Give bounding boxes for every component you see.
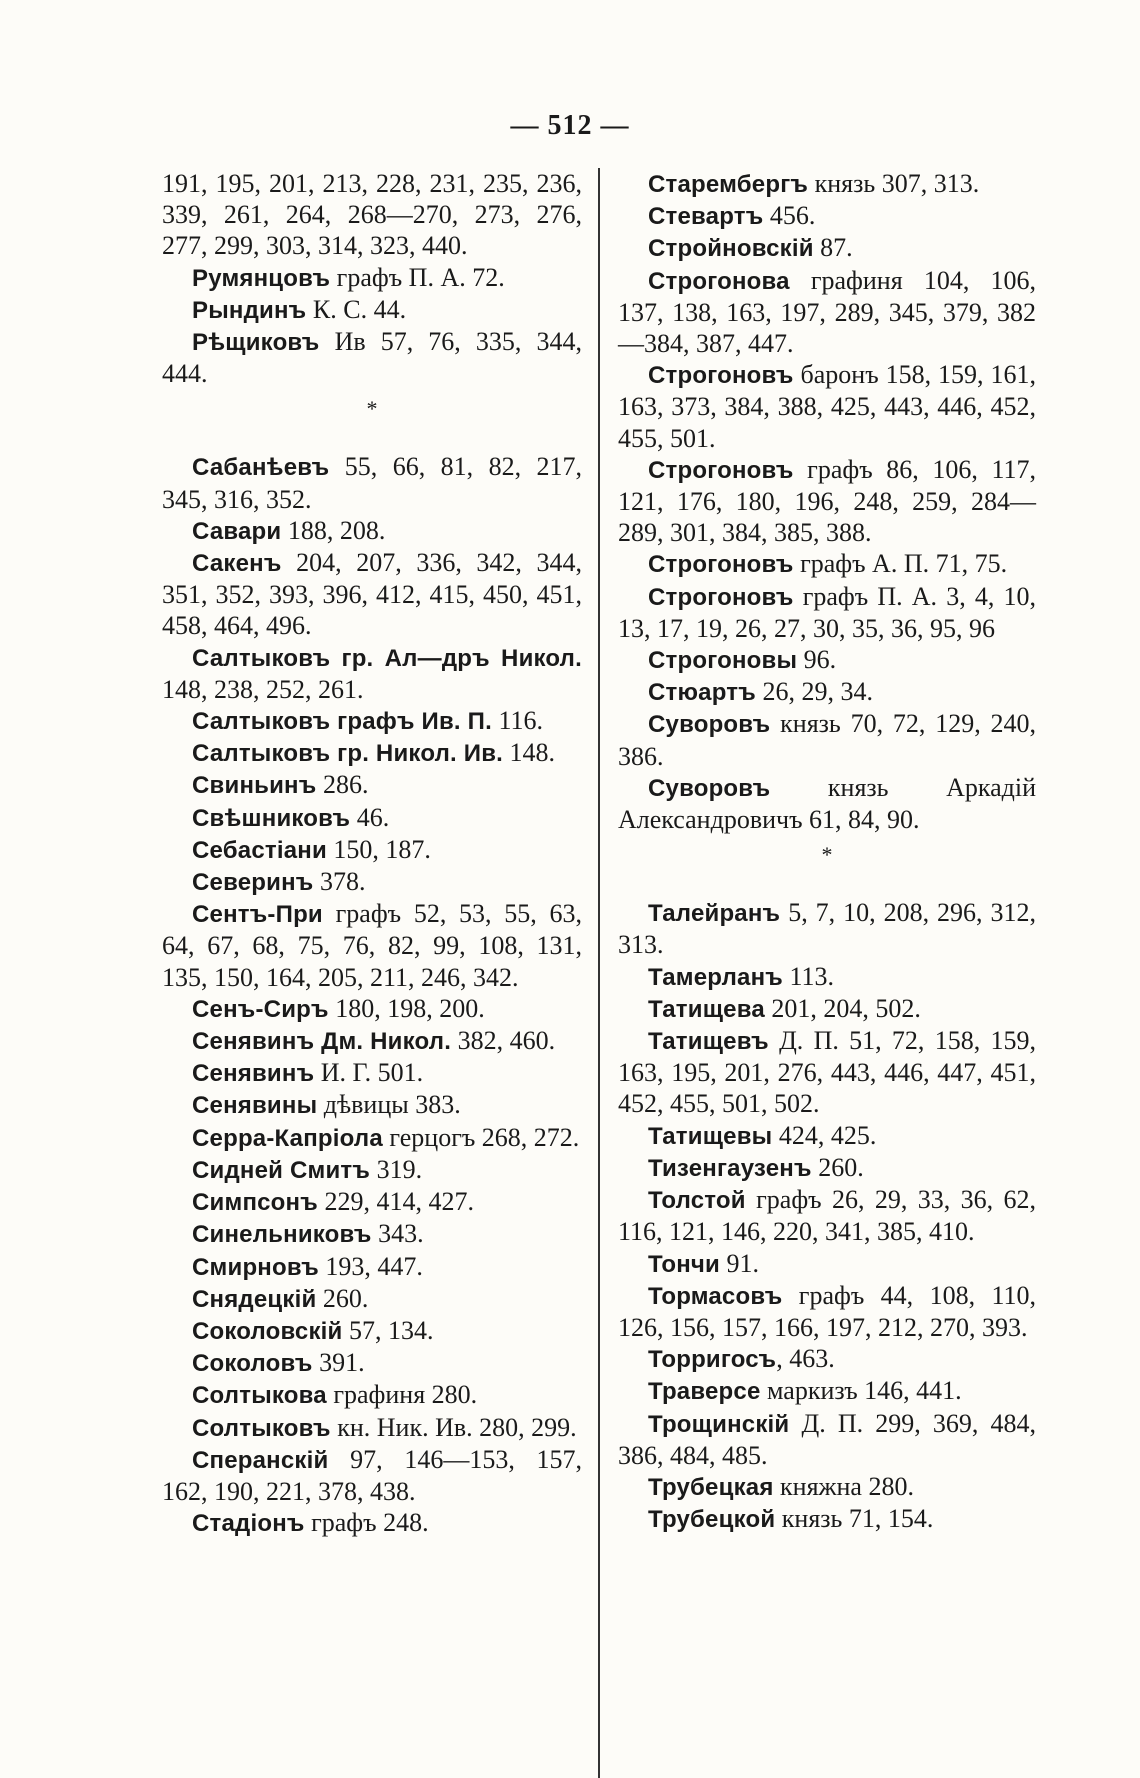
index-entry bbox=[618, 581, 1036, 644]
entry-name: Сперанскій bbox=[192, 1446, 329, 1474]
entry-references: 201, 204, 502. bbox=[764, 993, 921, 1023]
index-entry bbox=[618, 1184, 1036, 1247]
entry-references: 97, 146—153, 157, 162, 190, 221, 378, 438. bbox=[162, 1444, 582, 1506]
entry-name: Серра-Капріола bbox=[192, 1124, 383, 1152]
entry-references: графиня 104, 106, 137, 138, 163, 197, 289, 345, 379, 382—384, 387, 447. bbox=[618, 265, 1036, 359]
column-divider bbox=[598, 168, 600, 1778]
entry-references: Ив 57, 76, 335, 344, 444. bbox=[162, 327, 582, 389]
entry-name: Тизенгаузенъ bbox=[648, 1154, 812, 1182]
entry-name: Татищева bbox=[648, 995, 765, 1023]
entry-references: Д. П. 51, 72, 158, 159, 163, 195, 201, 276, 443, 446, 447, 451, 452, 455, 501, 502. bbox=[618, 1026, 1036, 1119]
entry-references: 229, 414, 427. bbox=[317, 1187, 474, 1217]
entry-references: 260. bbox=[316, 1283, 369, 1313]
entry-name: Строгоновъ bbox=[648, 456, 794, 484]
entry-name: Сенъ-Сиръ bbox=[192, 995, 329, 1023]
entry-references: 46. bbox=[350, 802, 390, 832]
entry-references: 113. bbox=[782, 961, 835, 991]
entry-name: Строгоновъ bbox=[648, 362, 794, 390]
index-entry bbox=[162, 515, 582, 547]
section-separator-star: * bbox=[366, 396, 378, 422]
entry-references: баронъ 158, 159, 161, 163, 373, 384, 388, 425, 443, 446, 452, 455, 501. bbox=[618, 360, 1036, 453]
entry-references: 204, 207, 336, 342, 344, 351, 352, 393, 396, 412, 415, 450, 451, 458, 464, 496. bbox=[162, 548, 582, 641]
entry-references: 180, 198, 200. bbox=[328, 993, 485, 1023]
entry-name: Сентъ-При bbox=[192, 901, 323, 929]
entry-references: 343. bbox=[371, 1219, 424, 1249]
entry-name: Салтыковъ гр. Ал—дръ Никол. bbox=[192, 644, 582, 672]
entry-name: Снядецкій bbox=[192, 1285, 317, 1313]
entry-name: Себастіани bbox=[192, 836, 327, 864]
entry-references: князь 307, 313. bbox=[808, 169, 980, 198]
entry-references: графъ 52, 53, 55, 63, 64, 67, 68, 75, 76, 82, 99, 108, 131, 135, 150, 164, 205, 211, 246, 342. bbox=[162, 899, 582, 992]
page-number: — 512 — bbox=[510, 110, 630, 141]
entry-name: Свиньинъ bbox=[192, 772, 317, 800]
entry-references: , 463. bbox=[776, 1344, 835, 1374]
entry-name: Тамерланъ bbox=[648, 963, 783, 991]
entry-references: 424, 425. bbox=[772, 1120, 877, 1150]
index-entry bbox=[162, 1315, 582, 1347]
entry-references: графъ 44, 108, 110, 126, 156, 157, 166, 197, 212, 270, 393. bbox=[618, 1280, 1036, 1342]
index-entry bbox=[162, 451, 582, 514]
entry-references: 391. bbox=[312, 1348, 365, 1378]
entry-references: 150, 187. bbox=[326, 834, 431, 864]
index-entry bbox=[162, 1507, 582, 1539]
index-entry bbox=[162, 1379, 582, 1411]
entry-name: Савари bbox=[192, 517, 282, 545]
entry-references: графъ 248. bbox=[304, 1508, 429, 1538]
entry-name: Строгоновъ bbox=[648, 551, 794, 579]
entry-name: Татищевы bbox=[648, 1122, 773, 1150]
index-entry bbox=[162, 866, 582, 898]
index-entry bbox=[162, 1283, 582, 1315]
index-entry bbox=[162, 326, 582, 389]
index-entry bbox=[618, 1248, 1036, 1280]
entry-name: Северинъ bbox=[192, 869, 314, 897]
right-entries-b bbox=[618, 897, 1036, 1535]
entry-references: 57, 134. bbox=[342, 1315, 434, 1345]
entry-name: Смирновъ bbox=[192, 1253, 319, 1281]
entry-name: Солтыковъ bbox=[192, 1414, 331, 1442]
entry-references: князь Аркадій Александровичъ 61, 84, 90. bbox=[618, 772, 1036, 835]
index-entry bbox=[618, 232, 1036, 264]
entry-name: Траверсе bbox=[648, 1378, 761, 1406]
entry-references: графиня 280. bbox=[326, 1380, 478, 1410]
index-entry bbox=[618, 200, 1036, 232]
entry-name: Сенявинъ bbox=[192, 1060, 315, 1088]
entry-references: кн. Ник. Ив. 280, 299. bbox=[330, 1412, 577, 1442]
entry-name: Салтыковъ графъ Ив. П. bbox=[192, 708, 492, 736]
index-entry bbox=[162, 1154, 582, 1186]
left-column bbox=[162, 168, 582, 1539]
index-entry bbox=[618, 897, 1036, 960]
index-entry bbox=[618, 993, 1036, 1025]
entry-name: Трощинскій bbox=[648, 1410, 790, 1438]
index-entry bbox=[618, 708, 1036, 771]
entry-references: И. Г. 501. bbox=[314, 1058, 424, 1088]
index-entry bbox=[162, 547, 582, 642]
entry-name: Толстой bbox=[648, 1187, 746, 1215]
entry-references: 91. bbox=[720, 1248, 759, 1278]
entry-name: Трубецкая bbox=[648, 1473, 774, 1501]
entry-references: графъ П. А. 72. bbox=[330, 262, 505, 292]
index-entry bbox=[618, 961, 1036, 993]
index-entry-continuation: 191, 195, 201, 213, 228, 231, 235, 236, 339, 261, 264, 268—270, 273, 276, 277, 299, 303, 314, 323, 440. bbox=[162, 169, 582, 261]
index-entry bbox=[618, 1343, 1036, 1375]
entry-references: 188, 208. bbox=[281, 515, 386, 545]
entry-name: Талейранъ bbox=[648, 900, 781, 928]
entry-references: графъ 86, 106, 117, 121, 176, 180, 196, 248, 259, 284—289, 301, 384, 385, 388. bbox=[618, 454, 1036, 548]
entry-name: Строгонова bbox=[648, 267, 790, 295]
index-entry bbox=[162, 1444, 582, 1507]
entry-name: Симпсонъ bbox=[192, 1189, 318, 1217]
index-entry bbox=[618, 454, 1036, 549]
entry-references: 55, 66, 81, 82, 217, 345, 316, 352. bbox=[162, 452, 582, 514]
entry-name: Рѣщиковъ bbox=[192, 329, 320, 357]
entry-references: 382, 460. bbox=[451, 1026, 556, 1056]
entry-name: Стевартъ bbox=[648, 203, 764, 231]
entry-references: князь 70, 72, 129, 240, 386. bbox=[618, 709, 1036, 771]
entry-references: княжна 280. bbox=[773, 1471, 914, 1501]
index-entry bbox=[162, 834, 582, 866]
entry-name: Солтыкова bbox=[192, 1382, 327, 1410]
entry-name: Сакенъ bbox=[192, 550, 282, 578]
index-entry bbox=[618, 1152, 1036, 1184]
entry-references: князь 71, 154. bbox=[775, 1504, 934, 1534]
entry-references: графъ 26, 29, 33, 36, 62, 116, 121, 146, 220, 341, 385, 410. bbox=[618, 1185, 1036, 1247]
entry-references: 378. bbox=[313, 867, 366, 897]
index-entry bbox=[618, 1408, 1036, 1471]
index-entry bbox=[618, 1120, 1036, 1152]
entry-name: Соколовскій bbox=[192, 1317, 343, 1345]
entry-name: Тончи bbox=[648, 1250, 720, 1278]
entry-name: Румянцовъ bbox=[192, 264, 331, 292]
index-entry bbox=[618, 644, 1036, 676]
index-entry bbox=[162, 705, 582, 737]
entry-references: 193, 447. bbox=[318, 1251, 423, 1281]
index-entry bbox=[162, 737, 582, 769]
entry-references: графъ А. П. 71, 75. bbox=[793, 549, 1008, 579]
entry-name: Синельниковъ bbox=[192, 1221, 372, 1249]
entry-references: 260. bbox=[811, 1152, 864, 1182]
index-entry bbox=[618, 1280, 1036, 1343]
entry-name: Стюартъ bbox=[648, 679, 756, 707]
entry-name: Сенявины bbox=[192, 1092, 318, 1120]
index-entry bbox=[162, 294, 582, 326]
index-entry bbox=[618, 359, 1036, 454]
entry-name: Сенявинъ Дм. Никол. bbox=[192, 1028, 452, 1056]
index-entry bbox=[162, 1412, 582, 1444]
entry-name: Стройновскій bbox=[648, 235, 814, 263]
index-entry bbox=[162, 769, 582, 801]
index-entry bbox=[162, 1251, 582, 1283]
index-entry bbox=[162, 262, 582, 294]
entry-name: Свѣшниковъ bbox=[192, 804, 351, 832]
index-entry bbox=[162, 1122, 582, 1154]
entry-name: Салтыковъ гр. Никол. Ив. bbox=[192, 740, 504, 768]
entry-name: Сидней Смитъ bbox=[192, 1156, 371, 1184]
entry-name: Рындинъ bbox=[192, 296, 307, 324]
entry-references: 26, 29, 34. bbox=[755, 677, 873, 707]
entry-name: Торригосъ bbox=[648, 1346, 777, 1374]
index-entry bbox=[162, 1025, 582, 1057]
index-entry bbox=[162, 1186, 582, 1218]
entry-references: 456. bbox=[763, 201, 816, 231]
entry-references: 116. bbox=[491, 706, 544, 736]
index-entry bbox=[618, 1471, 1036, 1503]
index-entry bbox=[618, 1375, 1036, 1407]
right-entries-a bbox=[618, 168, 1036, 835]
entry-references: 148, 238, 252, 261. bbox=[162, 674, 364, 704]
entry-references: 5, 7, 10, 208, 296, 312, 313. bbox=[618, 898, 1036, 960]
entry-references: графъ П. А. 3, 4, 10, 13, 17, 19, 26, 27, 30, 35, 36, 95, 96 bbox=[618, 581, 1036, 643]
index-entry bbox=[162, 1089, 582, 1121]
index-entry bbox=[162, 898, 582, 993]
entry-references: К. С. 44. bbox=[306, 294, 407, 324]
left-entries-b bbox=[162, 451, 582, 1539]
entry-references: Д. П. 299, 369, 484, 386, 484, 485. bbox=[618, 1408, 1036, 1470]
entry-name: Старембергъ bbox=[648, 171, 809, 198]
entry-references: дѣвицы 383. bbox=[317, 1090, 461, 1120]
left-entries-a bbox=[162, 262, 582, 390]
index-entry bbox=[618, 1503, 1036, 1535]
entry-name: Строгоновы bbox=[648, 647, 798, 675]
index-entry bbox=[162, 1218, 582, 1250]
entry-references: 319. bbox=[370, 1154, 423, 1184]
entry-name: Сабанѣевъ bbox=[192, 454, 330, 482]
index-entry bbox=[618, 168, 1036, 200]
entry-name: Строгоновъ bbox=[648, 583, 794, 611]
index-entry bbox=[618, 548, 1036, 580]
entry-references: 96. bbox=[797, 645, 837, 675]
right-column bbox=[618, 168, 1036, 1535]
entry-references: маркизъ 146, 441. bbox=[760, 1376, 962, 1406]
entry-name: Суворовъ bbox=[648, 711, 771, 739]
entry-references: 148. bbox=[503, 738, 556, 768]
entry-name: Соколовъ bbox=[192, 1350, 313, 1378]
entry-name: Стадіонъ bbox=[192, 1510, 305, 1538]
index-entry bbox=[618, 676, 1036, 708]
index-entry bbox=[162, 802, 582, 834]
entry-references: 87. bbox=[813, 233, 853, 263]
entry-references: герцогъ 268, 272. bbox=[382, 1122, 580, 1152]
entry-name: Суворовъ bbox=[648, 774, 771, 802]
index-entry bbox=[162, 993, 582, 1025]
index-entry bbox=[162, 642, 582, 705]
entry-references: 286. bbox=[316, 770, 369, 800]
index-entry bbox=[162, 1057, 582, 1089]
entry-name: Тормасовъ bbox=[648, 1282, 783, 1310]
index-entry bbox=[618, 265, 1036, 360]
entry-name: Татищевъ bbox=[648, 1028, 769, 1056]
entry-name: Трубецкой bbox=[648, 1506, 776, 1534]
index-entry bbox=[618, 772, 1036, 835]
section-separator-star: * bbox=[821, 842, 833, 868]
index-entry bbox=[618, 1025, 1036, 1120]
index-entry bbox=[162, 1347, 582, 1379]
